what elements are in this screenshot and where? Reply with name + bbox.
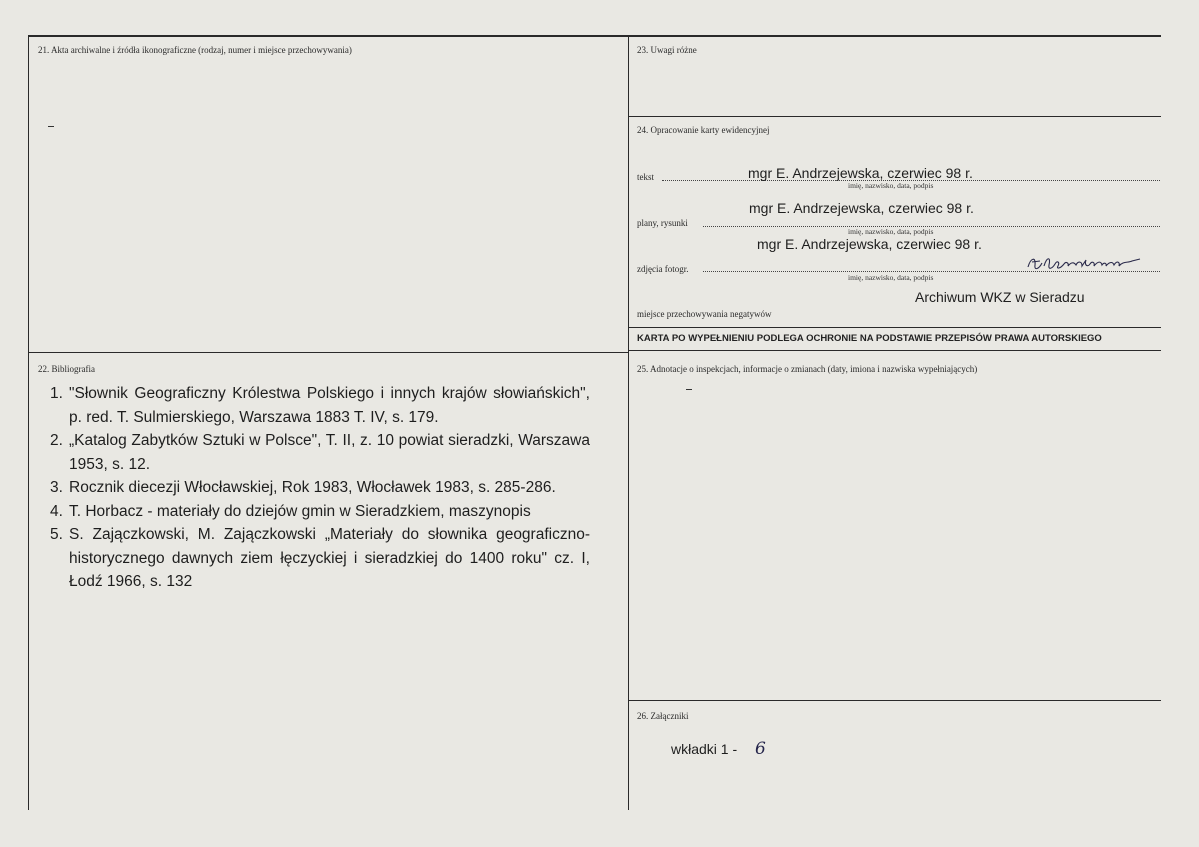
field-22-label: 22. Bibliografia [38, 364, 95, 374]
field-26-label: 26. Załączniki [637, 711, 689, 721]
attachments-value: wkładki 1 - [671, 741, 738, 757]
negatywy-value: Archiwum WKZ w Sieradzu [915, 289, 1085, 305]
tekst-hint: imię, nazwisko, data, podpis [848, 181, 934, 190]
plany-label: plany, rysunki [637, 218, 688, 228]
signature-icon [1024, 252, 1142, 274]
zdjecia-label: zdjęcia fotogr. [637, 264, 689, 274]
top-border [28, 35, 1161, 37]
field-23-label: 23. Uwagi różne [637, 45, 697, 55]
bibliography-item: 3. Rocznik diecezji Włocławskiej, Rok 1983, Włocławek 1983, s. 285-286. [50, 479, 556, 496]
section-divider-left [28, 352, 628, 353]
zdjecia-value: mgr E. Andrzejewska, czerwiec 98 r. [757, 236, 982, 252]
bibliography-item: 5. S. Zajączkowski, M. Zajączkowski „Materiały do słownika geograficzno-historycznego dawnych ziem łęczyckiej i sieradzkiej do 1400 roku" cz. I, Łodź 1966, s. 132 [50, 526, 590, 590]
field-21-empty-dash [48, 126, 54, 127]
copyright-warning: KARTA PO WYPEŁNIENIU PODLEGA OCHRONIE NA PODSTAWIE PRZEPISÓW PRAWA AUTORSKIEGO [637, 333, 1102, 344]
divider-warning-top [628, 327, 1161, 328]
bibliography-item: 1. "Słownik Geograficzny Królestwa Polskiego i innych krajów słowiańskich", p. red. T. Sulmierskiego, Warszawa 1883 T. IV, s. 179. [50, 385, 590, 426]
zdjecia-hint: imię, nazwisko, data, podpis [848, 273, 934, 282]
field-25-empty-dash [686, 389, 692, 390]
field-25-label: 25. Adnotacje o inspekcjach, informacje o zmianach (daty, imiona i nazwiska wypełniających) [637, 364, 978, 374]
tekst-value: mgr E. Andrzejewska, czerwiec 98 r. [748, 165, 973, 181]
divider-23-24 [628, 116, 1161, 117]
field-24-label: 24. Opracowanie karty ewidencyjnej [637, 125, 770, 135]
center-divider [628, 35, 629, 810]
bibliography-item: 2. „Katalog Zabytków Sztuki w Polsce", T. II, z. 10 powiat sieradzki, Warszawa 1953, s. 12. [50, 432, 590, 473]
attachments-handwritten-count: 6 [755, 739, 766, 759]
negatywy-label: miejsce przechowywania negatywów [637, 309, 772, 319]
bibliography-list [50, 382, 590, 594]
bibliography-item: 4. T. Horbacz - materiały do dziejów gmin w Sieradzkiem, maszynopis [50, 502, 531, 520]
plany-hint: imię, nazwisko, data, podpis [848, 227, 934, 236]
field-21-label: 21. Akta archiwalne i źródła ikonograficzne (rodzaj, numer i miejsce przechowywania) [38, 45, 352, 55]
divider-25-26 [628, 700, 1161, 701]
tekst-label: tekst [637, 172, 654, 182]
left-border [28, 35, 29, 810]
divider-warning-bottom [628, 350, 1161, 351]
plany-value: mgr E. Andrzejewska, czerwiec 98 r. [749, 200, 974, 216]
